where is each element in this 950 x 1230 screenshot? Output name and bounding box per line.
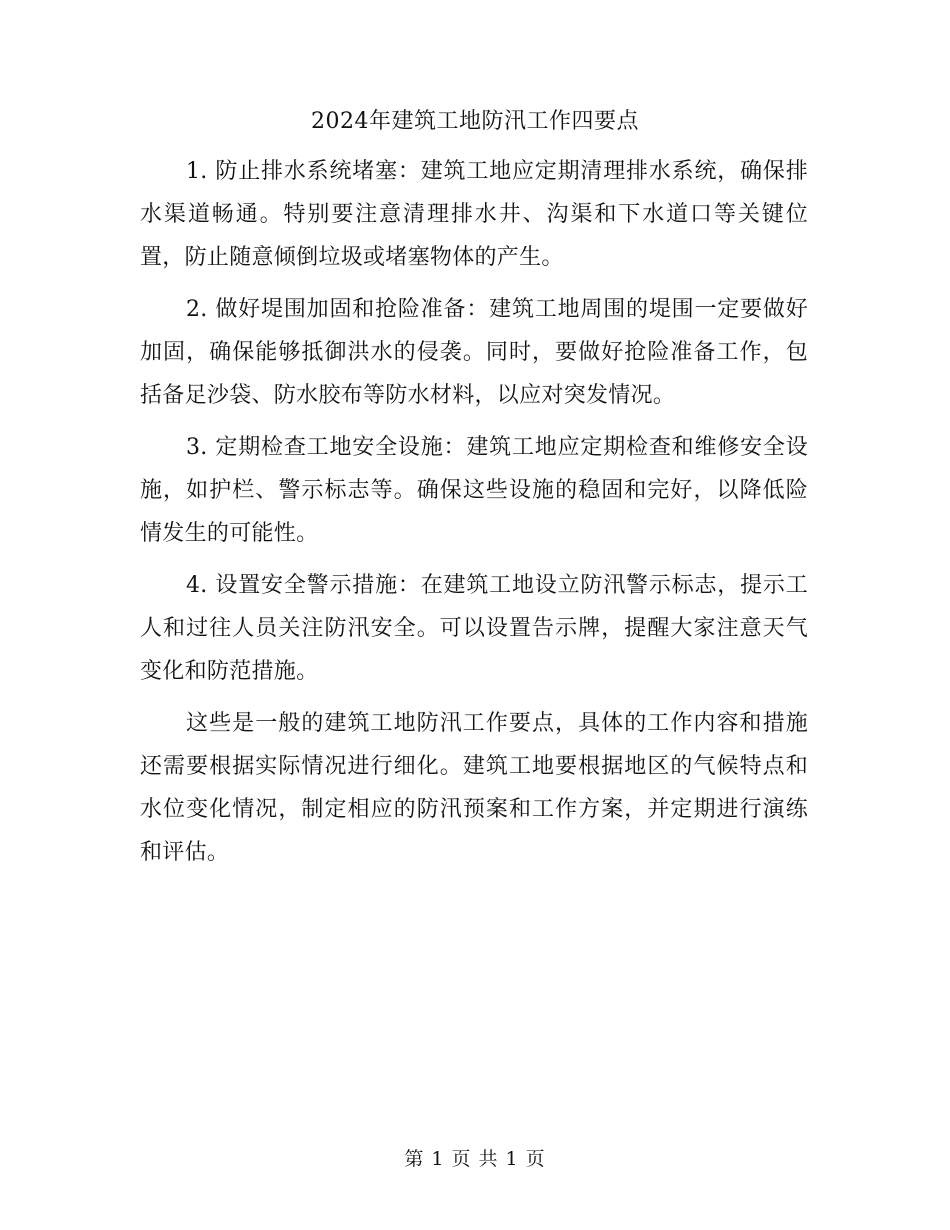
paragraph-1: 1. 防止排水系统堵塞：建筑工地应定期清理排水系统，确保排水渠道畅通。特别要注意清理排水井、沟渠和下水道口等关键位置，防止随意倾倒垃圾或堵塞物体的产生。 [140, 159, 808, 270]
document-title: 2024年建筑工地防汛工作四要点 [311, 109, 639, 134]
paragraph-3: 3. 定期检查工地安全设施：建筑工地应定期检查和维修安全设施，如护栏、警示标志等。确保这些设施的稳固和完好，以降低险情发生的可能性。 [140, 435, 808, 546]
page-footer: 第 1 页 共 1 页 [404, 1148, 546, 1170]
document-body [140, 150, 808, 883]
paragraph-2: 2. 做好堤围加固和抢险准备：建筑工地周围的堤围一定要做好加固，确保能够抵御洪水的侵袭。同时，要做好抢险准备工作，包括备足沙袋、防水胶布等防水材料，以应对突发情况。 [140, 297, 808, 408]
paragraph-4: 4. 设置安全警示措施：在建筑工地设立防汛警示标志，提示工人和过往人员关注防汛安全。可以设置告示牌，提醒大家注意天气变化和防范措施。 [140, 573, 808, 684]
paragraph-summary: 这些是一般的建筑工地防汛工作要点，具体的工作内容和措施还需要根据实际情况进行细化。建筑工地要根据地区的气候特点和水位变化情况，制定相应的防汛预案和工作方案，并定期进行演练和评估。 [140, 711, 808, 865]
